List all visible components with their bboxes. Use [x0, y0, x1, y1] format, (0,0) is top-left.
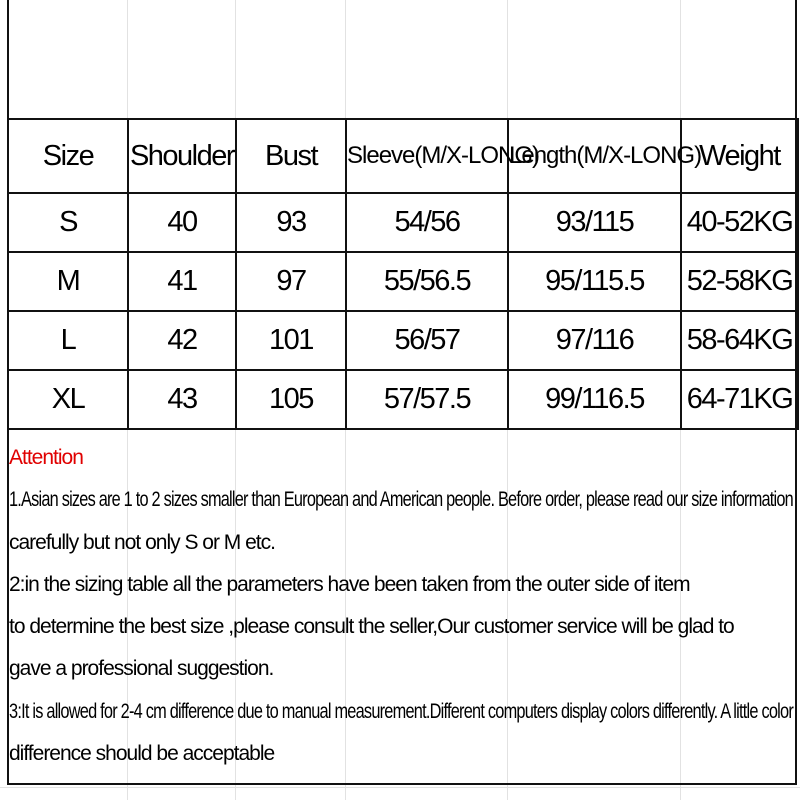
cell-length: 97/116 [508, 311, 681, 370]
table-row [8, 370, 798, 429]
header-sleeve: Sleeve(M/X-LONG) [346, 119, 508, 193]
cell-shoulder: 43 [128, 370, 236, 429]
cell-size: S [8, 193, 128, 252]
table-row [8, 193, 798, 252]
table-row [8, 252, 798, 311]
header-size: Size [8, 119, 128, 193]
cell-size: M [8, 252, 128, 311]
cell-length: 95/115.5 [508, 252, 681, 311]
cell-sleeve: 55/56.5 [346, 252, 508, 311]
note-line: to determine the best size ,please consult the seller,Our customer service will be glad to [9, 615, 734, 638]
cell-sleeve: 56/57 [346, 311, 508, 370]
note-line: 2:in the sizing table all the parameters have been taken from the outer side of item [9, 573, 690, 596]
cell-size: XL [8, 370, 128, 429]
cell-bust: 93 [236, 193, 346, 252]
note-line: carefully but not only S or M etc. [9, 531, 275, 554]
cell-weight: 52-58KG [681, 252, 798, 311]
size-chart-table [7, 118, 799, 430]
note-line: 3:It is allowed for 2-4 cm difference due to manual measurement.Different computers display colors differently. A little color [9, 700, 793, 723]
cell-size: L [8, 311, 128, 370]
table-header-row [8, 119, 798, 193]
cell-shoulder: 42 [128, 311, 236, 370]
cell-bust: 105 [236, 370, 346, 429]
header-weight: Weight [681, 119, 798, 193]
cell-shoulder: 41 [128, 252, 236, 311]
cell-bust: 97 [236, 252, 346, 311]
note-line: gave a professional suggestion. [9, 657, 274, 680]
cell-sleeve: 57/57.5 [346, 370, 508, 429]
cell-length: 99/116.5 [508, 370, 681, 429]
attention-heading: Attention [9, 446, 83, 469]
cell-shoulder: 40 [128, 193, 236, 252]
cell-length: 93/115 [508, 193, 681, 252]
note-line: 1.Asian sizes are 1 to 2 sizes smaller than European and American people. Before order, please read our size information [9, 488, 793, 511]
cell-bust: 101 [236, 311, 346, 370]
header-bust: Bust [236, 119, 346, 193]
cell-sleeve: 54/56 [346, 193, 508, 252]
cell-weight: 40-52KG [681, 193, 798, 252]
grid-line [0, 787, 800, 788]
header-shoulder: Shoulder [128, 119, 236, 193]
header-length: Length(M/X-LONG) [508, 119, 681, 193]
cell-weight: 64-71KG [681, 370, 798, 429]
table-row [8, 311, 798, 370]
note-line: difference should be acceptable [9, 742, 275, 765]
cell-weight: 58-64KG [681, 311, 798, 370]
